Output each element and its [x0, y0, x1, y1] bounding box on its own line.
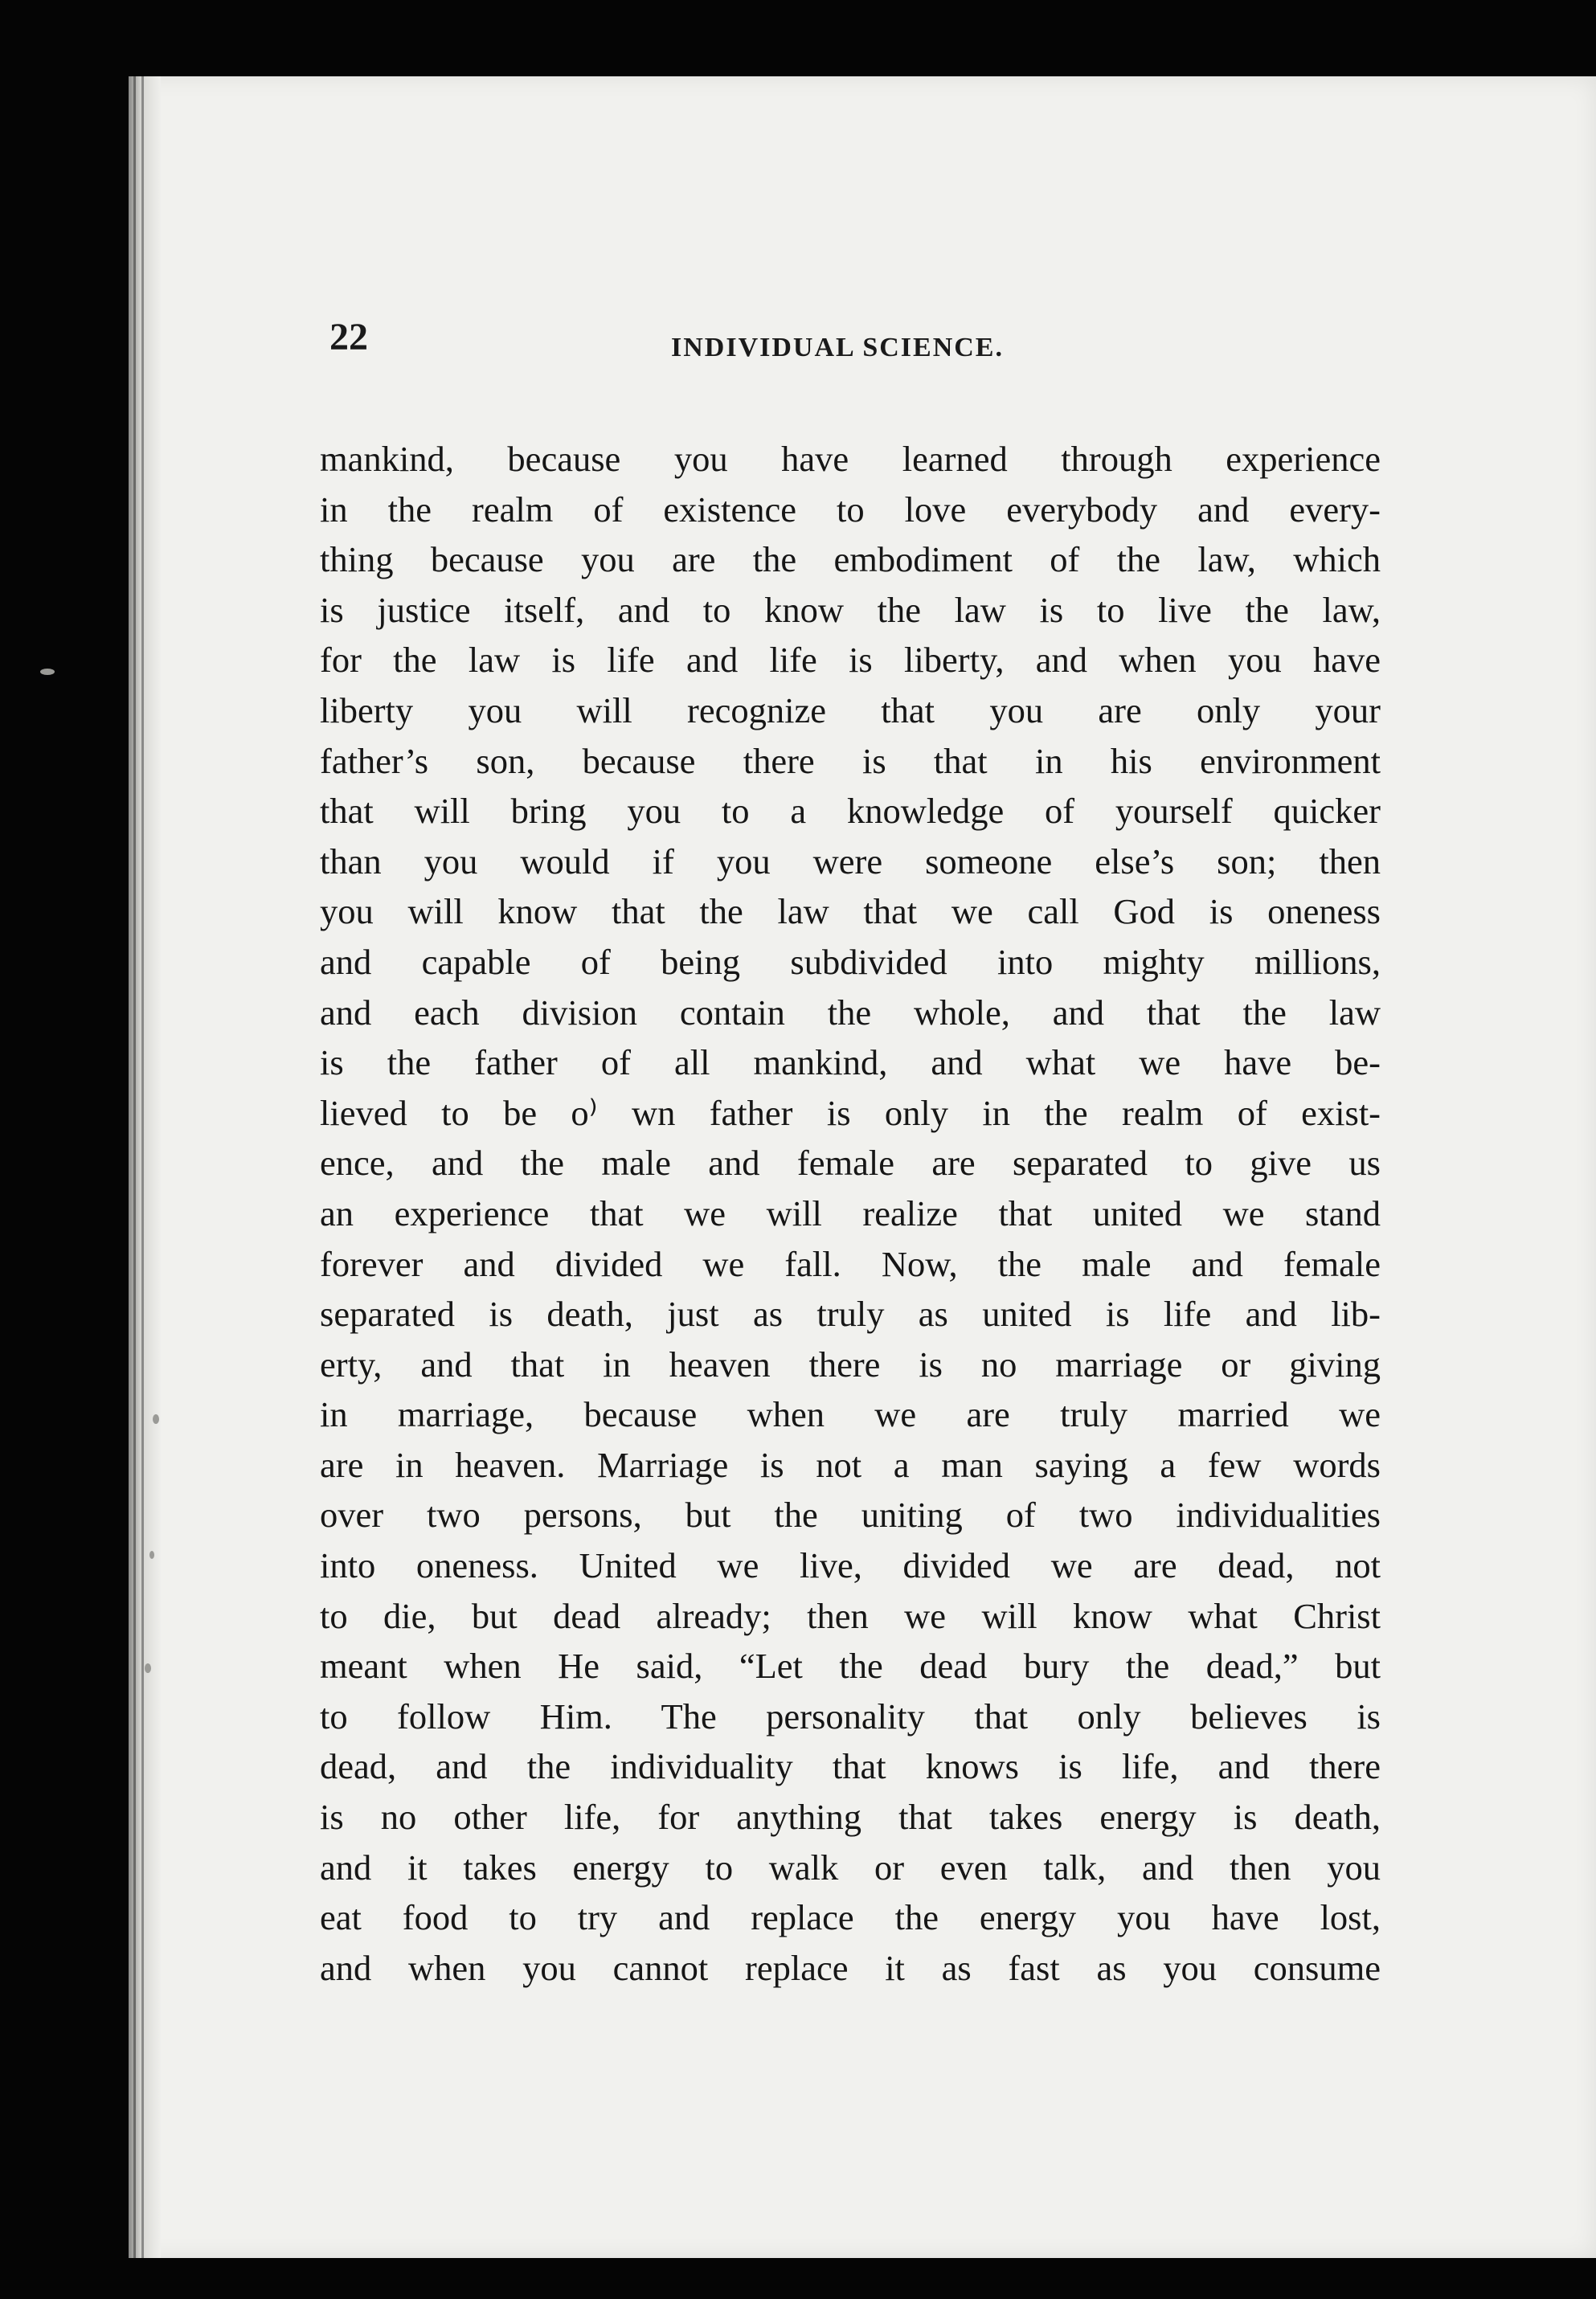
- text-line: into oneness. United we live, divided we are dead, not: [320, 1545, 1381, 1586]
- running-title: INDIVIDUAL SCIENCE.: [671, 333, 1004, 362]
- text-line: is justice itself, and to know the law is to live the law,: [320, 589, 1381, 630]
- text-line: dead, and the individuality that knows is life, and there: [320, 1746, 1381, 1787]
- scan-speck: [145, 1663, 151, 1673]
- text-line: to follow Him. The personality that only believes is: [320, 1696, 1381, 1737]
- text-line: mankind, because you have learned through experience: [320, 439, 1381, 479]
- scan-speck: [40, 669, 55, 675]
- text-line: father’s son, because there is that in his environment: [320, 740, 1381, 781]
- text-line: that will bring you to a knowledge of yourself quicker: [320, 791, 1381, 832]
- scan-speck: [153, 1414, 159, 1424]
- text-line: lieved to be o⁾ wn father is only in the realm of exist-: [320, 1092, 1381, 1133]
- text-line: meant when He said, “Let the dead bury the dead,” but: [320, 1646, 1381, 1687]
- text-line: for the law is life and life is liberty, and when you have: [320, 640, 1381, 681]
- text-line: separated is death, just as truly as united is life and lib-: [320, 1294, 1381, 1335]
- text-line: in the realm of existence to love everybody and every-: [320, 489, 1381, 530]
- text-line: forever and divided we fall. Now, the male and female: [320, 1243, 1381, 1284]
- text-line: eat food to try and replace the energy you have lost,: [320, 1897, 1381, 1938]
- text-line: liberty you will recognize that you are only your: [320, 689, 1381, 730]
- body-text: [320, 434, 1397, 1993]
- text-line: and it takes energy to walk or even talk, and then you: [320, 1847, 1381, 1888]
- text-line: to die, but dead already; then we will know what Christ: [320, 1595, 1381, 1636]
- text-line: are in heaven. Marriage is not a man saying a few words: [320, 1444, 1381, 1485]
- text-line: than you would if you were someone else’s son; then: [320, 841, 1381, 882]
- running-head: [329, 315, 1382, 379]
- text-line: an experience that we will realize that united we stand: [320, 1192, 1381, 1233]
- text-line: is no other life, for anything that takes energy is death,: [320, 1797, 1381, 1838]
- text-line: and when you cannot replace it as fast as you consume: [320, 1947, 1381, 1988]
- page-number: 22: [329, 316, 368, 358]
- text-line: and each division contain the whole, and that the law: [320, 992, 1381, 1033]
- text-line: erty, and that in heaven there is no marriage or giving: [320, 1344, 1381, 1385]
- text-line: is the father of all mankind, and what we have be-: [320, 1042, 1381, 1083]
- text-line: ence, and the male and female are separated to give us: [320, 1143, 1381, 1184]
- text-line: in marriage, because when we are truly married we: [320, 1394, 1381, 1435]
- page-edge-line: [133, 76, 136, 2258]
- text-line: over two persons, but the uniting of two individualities: [320, 1495, 1381, 1536]
- text-line: and capable of being subdivided into mighty millions,: [320, 941, 1381, 982]
- text-line: you will know that the law that we call God is oneness: [320, 891, 1381, 932]
- page-edge-line: [141, 76, 144, 2258]
- scan-speck: [149, 1551, 154, 1559]
- text-line: thing because you are the embodiment of the law, which: [320, 539, 1381, 580]
